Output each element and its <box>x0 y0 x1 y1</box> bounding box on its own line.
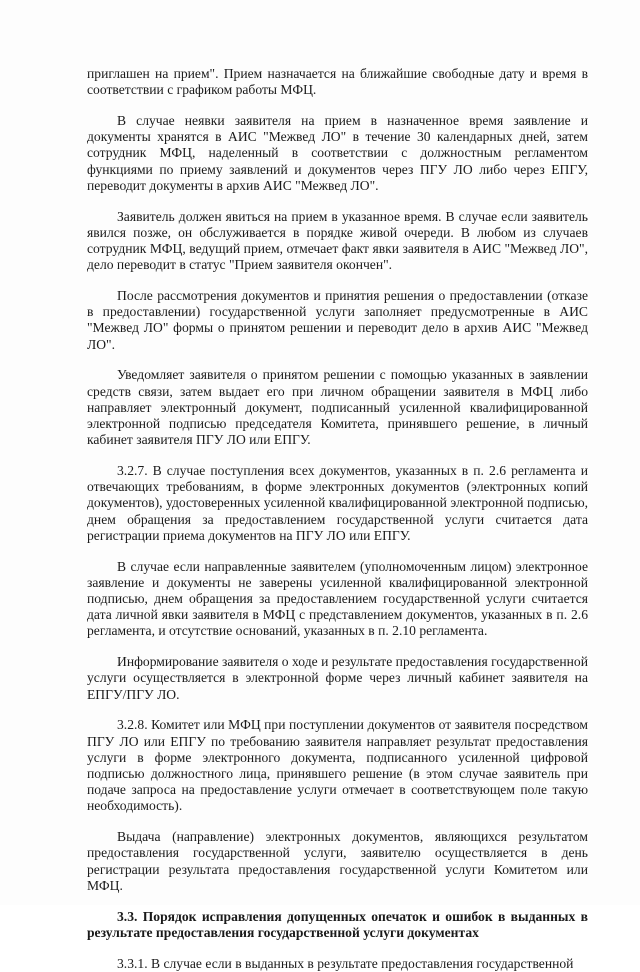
paragraph-3-2-7: 3.2.7. В случае поступления всех документов, указанных в п. 2.6 регламента и отвечающих требованиям, в форме электронных документов (электронных копий документов), удостоверенных усиленной квалифицированной электронной подписью, днем обращения за предоставлением государственной услуги считается дата регистрации приема документов на ПГУ ЛО или ЕПГУ. <box>87 463 588 543</box>
paragraph-appear-on-time: Заявитель должен явиться на прием в указанное время. В случае если заявитель явился позже, он обслуживается в порядке живой очереди. В любом из случаев сотрудник МФЦ, ведущий прием, отмечает факт явки заявителя в АИС "Межвед ЛО", дело переводит в статус "Прием заявителя окончен". <box>87 208 588 273</box>
paragraph-no-show: В случае неявки заявителя на прием в назначенное время заявление и документы хранятся в АИС "Межвед ЛО" в течение 30 календарных дней, затем сотрудник МФЦ, наделенный в соответствии с должностным регламентом функциями по приему заявлений и документов через ПГУ ЛО либо через ЕПГУ, переводит документы в архив АИС "Межвед ЛО". <box>87 113 588 193</box>
paragraph-not-certified: В случае если направленные заявителем (уполномоченным лицом) электронное заявление и документы не заверены усиленной квалифицированной электронной подписью, днем обращения за предоставлением государственной услуги считается дата личной явки заявителя в МФЦ с представлением документов, указанных в п. 2.6 регламента, и отсутствие оснований, указанных в п. 2.10 регламента. <box>87 558 588 639</box>
section-heading-3-3: 3.3. Порядок исправления допущенных опечаток и ошибок в выданных в результате предоставления государственной услуги документах <box>87 908 588 940</box>
paragraph-3-2-8: 3.2.8. Комитет или МФЦ при поступлении документов от заявителя посредством ПГУ ЛО или ЕПГУ по требованию заявителя направляет результат предоставления услуги в форме электронного документа, подписанного усиленной цифровой подписью должностного лица, принявшего решение (в этом случае заявитель при подаче запроса на предоставление услуги отмечает в соответствующем поле такую необходимость). <box>87 717 588 814</box>
paragraph-after-review: После рассмотрения документов и принятия решения о предоставлении (отказе в предоставлении) государственной услуги заполняет предусмотренные в АИС "Межвед ЛО" формы о принятом решении и переводит дело в архив АИС "Межвед ЛО". <box>87 288 588 352</box>
paragraph-notify-applicant: Уведомляет заявителя о принятом решении с помощью указанных в заявлении средств связи, затем выдает его при личном обращении заявителя в МФЦ либо направляет электронный документ, подписанный усиленной квалифицированной электронной подписью председателя Комитета, принявшего решение, в личный кабинет заявителя ПГУ ЛО или ЕПГУ. <box>87 367 588 448</box>
paragraph-3-3-1: 3.3.1. В случае если в выданных в результате предоставления государственной <box>117 955 574 971</box>
document-body <box>87 66 588 972</box>
paragraph-reception-schedule: приглашен на прием". Прием назначается на ближайшие свободные дату и время в соответствии с графиком работы МФЦ. <box>87 66 588 98</box>
paragraph-issuance: Выдача (направление) электронных документов, являющихся результатом предоставления государственной услуги, заявителю осуществляется в день регистрации результата предоставления государственной услуги Комитетом или МФЦ. <box>87 829 588 893</box>
paragraph-informing: Информирование заявителя о ходе и результате предоставления государственной услуги осуществляется в электронной форме через личный кабинет заявителя на ЕПГУ/ПГУ ЛО. <box>87 654 588 702</box>
